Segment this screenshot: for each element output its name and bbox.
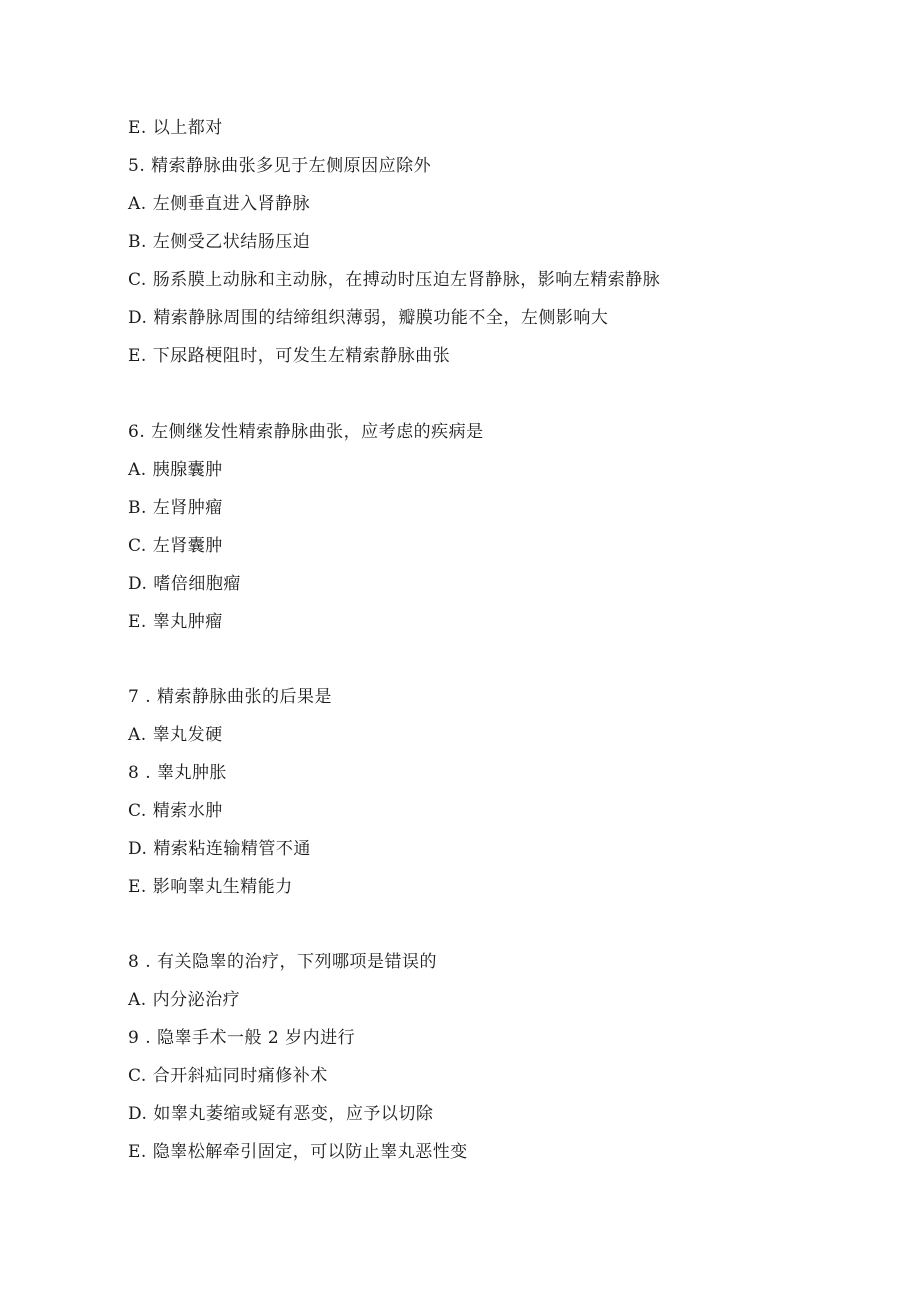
option-d-q6: D. 嗜倍细胞瘤 — [128, 574, 241, 594]
question-8: 8 . 有关隐睾的治疗，下列哪项是错误的 — [128, 952, 438, 972]
option-b-q6: B. 左肾肿瘤 — [128, 498, 223, 518]
option-c-q8: C. 合开斜疝同时痛修补术 — [128, 1066, 328, 1086]
option-a-q7: A. 睾丸发硬 — [128, 725, 223, 745]
option-b-q8: 9 . 隐睾手术一般 2 岁内进行 — [128, 1028, 356, 1048]
option-d-q8: D. 如睾丸萎缩或疑有恶变，应予以切除 — [128, 1104, 434, 1124]
option-e-q8: E. 隐睾松解牵引固定，可以防止睾丸恶性变 — [128, 1142, 468, 1162]
option-b-q5: B. 左侧受乙状结肠压迫 — [128, 232, 311, 252]
option-a-q8: A. 内分泌治疗 — [128, 990, 241, 1010]
option-d-q5: D. 精索静脉周围的结缔组织薄弱，瓣膜功能不全，左侧影响大 — [128, 308, 609, 328]
question-5: 5. 精索静脉曲张多见于左侧原因应除外 — [128, 156, 432, 176]
question-7: 7 . 精索静脉曲张的后果是 — [128, 687, 333, 707]
option-c-q5: C. 肠系膜上动脉和主动脉，在搏动时压迫左肾静脉，影响左精索静脉 — [128, 270, 661, 290]
option-d-q7: D. 精索粘连输精管不通 — [128, 839, 311, 859]
option-e-q5: E. 下尿路梗阻时，可发生左精索静脉曲张 — [128, 346, 451, 366]
option-a-q5: A. 左侧垂直进入肾静脉 — [128, 194, 311, 214]
option-c-q7: C. 精索水肿 — [128, 801, 223, 821]
question-6: 6. 左侧继发性精索静脉曲张，应考虑的疾病是 — [128, 422, 484, 442]
option-e-q4: E. 以上都对 — [128, 118, 223, 138]
option-b-q7: 8 . 睾丸肿胀 — [128, 763, 228, 783]
option-e-q7: E. 影响睾丸生精能力 — [128, 877, 293, 897]
option-c-q6: C. 左肾囊肿 — [128, 536, 223, 556]
option-a-q6: A. 胰腺囊肿 — [128, 460, 223, 480]
option-e-q6: E. 睾丸肿瘤 — [128, 612, 223, 632]
